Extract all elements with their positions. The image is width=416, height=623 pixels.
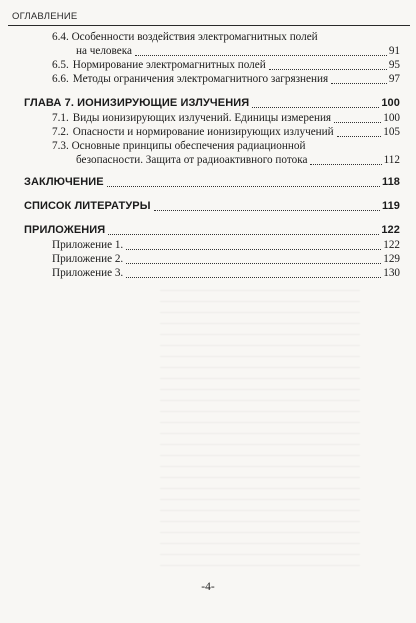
toc-entry-text: Приложение 1.: [52, 239, 124, 251]
dot-leader: [126, 277, 381, 278]
dot-leader: [331, 83, 387, 84]
toc-page-number: 129: [383, 253, 400, 265]
toc-entry-appendix-1[interactable]: [52, 239, 400, 252]
dot-leader: [107, 186, 380, 187]
toc-page-number: 95: [388, 59, 400, 71]
toc-entry-number: 7.2.: [52, 126, 69, 138]
toc-entry-number: 6.4.: [52, 31, 69, 43]
toc-chapter-title: ГЛАВА 7. ИОНИЗИРУЮЩИЕ ИЗЛУЧЕНИЯ: [24, 97, 250, 109]
toc-entry-number: 6.5.: [52, 59, 69, 71]
toc-page-number: 91: [388, 45, 400, 57]
dot-leader: [252, 107, 379, 108]
toc-entry-text: Приложение 3.: [52, 267, 124, 279]
dot-leader: [337, 136, 382, 137]
dot-leader: [310, 164, 381, 165]
toc-entry-text: безопасности. Защита от радиоактивного потока: [76, 154, 308, 166]
dot-leader: [334, 122, 381, 123]
toc-entry-7-2[interactable]: [52, 126, 400, 139]
toc-page-number: 122: [383, 239, 400, 251]
toc-entry-conclusion[interactable]: [24, 176, 400, 189]
toc-page-number: 112: [383, 154, 400, 166]
toc-entry-references[interactable]: [24, 200, 400, 213]
dot-leader: [269, 69, 387, 70]
toc-page-number: 122: [381, 224, 400, 236]
toc-entry-chapter-7[interactable]: [24, 97, 400, 110]
toc-entry-text: Основные принципы обеспечения радиационной: [71, 140, 306, 152]
dot-leader: [135, 55, 387, 56]
toc-entry-6-4-first-line: [52, 31, 318, 44]
toc-entry-text: Нормирование электромагнитных полей: [72, 59, 266, 71]
toc-entry-appendix-2[interactable]: [52, 253, 400, 266]
toc-chapter-title: ЗАКЛЮЧЕНИЕ: [24, 176, 104, 188]
toc-entry-6-4[interactable]: [76, 45, 400, 58]
toc-page-number: 105: [383, 126, 400, 138]
toc-entry-text: на человека: [76, 45, 132, 57]
toc-entry-6-5[interactable]: [52, 59, 400, 72]
toc-page-number: 100: [383, 112, 400, 124]
toc-entry-number: 7.1.: [52, 112, 69, 124]
toc-entry-appendices[interactable]: [24, 224, 400, 237]
toc-entry-text: Опасности и нормирование ионизирующих излучений: [72, 126, 334, 138]
toc-chapter-title: ПРИЛОЖЕНИЯ: [24, 224, 106, 236]
toc-entry-text: Виды ионизирующих излучений. Единицы измерения: [72, 112, 332, 124]
toc-entry-text: Особенности воздействия электромагнитных полей: [71, 31, 318, 43]
toc-page-number: 130: [383, 267, 400, 279]
toc-chapter-title: СПИСОК ЛИТЕРАТУРЫ: [24, 200, 151, 212]
toc-entry-6-6[interactable]: [52, 73, 400, 86]
toc-page-number: 100: [381, 97, 400, 109]
header-title: ОГЛАВЛЕНИЕ: [12, 11, 78, 22]
toc-entry-7-3[interactable]: [76, 154, 400, 167]
toc-page-number: 118: [381, 176, 400, 188]
bleed-through-texture: [160, 290, 360, 570]
dot-leader: [108, 234, 379, 235]
toc-entry-number: 7.3.: [52, 140, 69, 152]
running-header: [8, 10, 410, 26]
toc-entry-text: Методы ограничения электромагнитного загрязнения: [72, 73, 329, 85]
dot-leader: [126, 263, 381, 264]
toc-entry-appendix-3[interactable]: [52, 267, 400, 280]
toc-entry-7-3-first-line: [52, 140, 305, 153]
toc-page-number: 97: [388, 73, 400, 85]
toc-entry-number: 6.6.: [52, 73, 69, 85]
toc-entry-7-1[interactable]: [52, 112, 400, 125]
dot-leader: [154, 210, 380, 211]
toc-page-number: 119: [381, 200, 400, 212]
page-number-footer: -4-: [201, 581, 215, 593]
dot-leader: [126, 249, 381, 250]
toc-entry-text: Приложение 2.: [52, 253, 124, 265]
